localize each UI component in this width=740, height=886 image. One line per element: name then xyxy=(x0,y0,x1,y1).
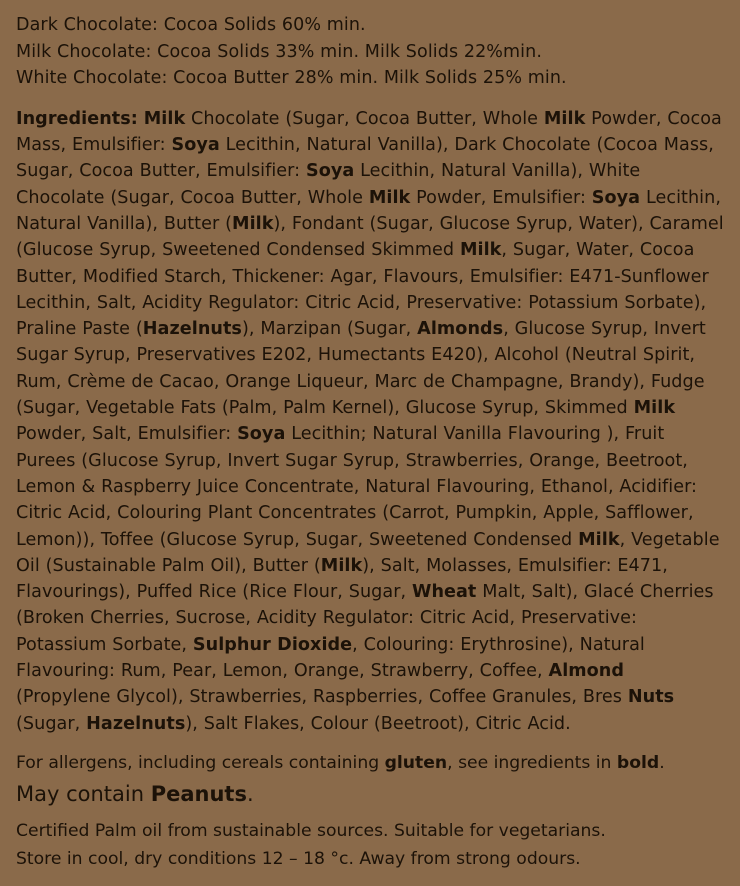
cocoa-statement-dark: Dark Chocolate: Cocoa Solids 60% min. xyxy=(16,15,366,35)
allergen-notice: For allergens, including cereals containing gluten, see ingredients in bold. xyxy=(16,752,665,773)
cocoa-statements xyxy=(16,12,724,92)
may-contain-notice: May contain Peanuts. xyxy=(16,781,254,806)
cocoa-statement-milk: Milk Chocolate: Cocoa Solids 33% min. Milk Solids 22%min. xyxy=(16,41,542,62)
storage-note: Store in cool, dry conditions 12 – 18 °c. Away from strong odours. xyxy=(16,849,581,870)
palm-oil-note: Certified Palm oil from sustainable sources. Suitable for vegetarians. xyxy=(16,821,606,842)
cocoa-statement-white: White Chocolate: Cocoa Butter 28% min. Milk Solids 25% min. xyxy=(16,68,567,89)
ingredients-text: Milk Chocolate (Sugar, Cocoa Butter, Whole Milk Powder, Cocoa Mass, Emulsifier: Soya Lecithin, Natural Vanilla), Dark Chocolate (Cocoa Mass, Sugar, Cocoa Butter, Emulsifier: Soya Lecithin, Natural Vanilla), White Chocolate (Sugar, Cocoa Butter, Whole Milk Powder, Emulsifier: Soya Lecithin, Natural Vanilla), Butter (Milk), Fondant (Sugar, Glucose Syrup, Water), Caramel (Glucose Syrup, Sweetened Condensed Skimmed Milk, Sugar, Water, Cocoa Butter, Modified Starch, Thickener: Agar, Flavours, Emulsifier: E471-Sunflower Lecithin, Salt, Acidity Regulator: Citric Acid, Preservative: Potassium Sorbate), Praline Paste (Hazelnuts), Marzipan (Sugar, Almonds, Glucose Syrup, Invert Sugar Syrup, Preservatives E202, Humectants E420), Alcohol (Neutral Spirit, Rum, Crème de Cacao, Orange Liqueur, Marc de Champagne, Brandy), Fudge (Sugar, Vegetable Fats (Palm, Palm Kernel), Glucose Syrup, Skimmed Milk Powder, Salt, Emulsifier: Soya Lecithin; Natural Vanilla Flavouring ), Fruit Purees (Glucose Syrup, Invert Sugar Syrup, Strawberries, Orange, Beetroot, Lemon & Raspberry Juice Concentrate, Natural Flavouring, Ethanol, Acidifier: Citric Acid, Colouring Plant Concentrates (Carrot, Pumpkin, Apple, Safflower, Lemon)), Toffee (Glucose Syrup, Sugar, Sweetened Condensed Milk, Vegetable Oil (Sustainable Palm Oil), Butter (Milk), Salt, Molasses, Emulsifier: E471, Flavourings), Puffed Rice (Rice Flour, Sugar, Wheat Malt, Salt), Glacé Cherries (Broken Cherries, Sucrose, Acidity Regulator: Citric Acid, Preservative: Potassium Sorbate, Sulphur Dioxide, Colouring: Erythrosine), Natural Flavouring: Rum, Pear, Lemon, Orange, Strawberry, Coffee, Almond (Propylene Glycol), Strawberries, Raspberries, Coffee Granules, Bres Nuts (Sugar, Hazelnuts), Salt Flakes, Colour (Beetroot), Citric Acid. xyxy=(16,108,724,734)
ingredients-heading: Ingredients: xyxy=(16,108,138,129)
ingredients-paragraph xyxy=(16,106,724,737)
